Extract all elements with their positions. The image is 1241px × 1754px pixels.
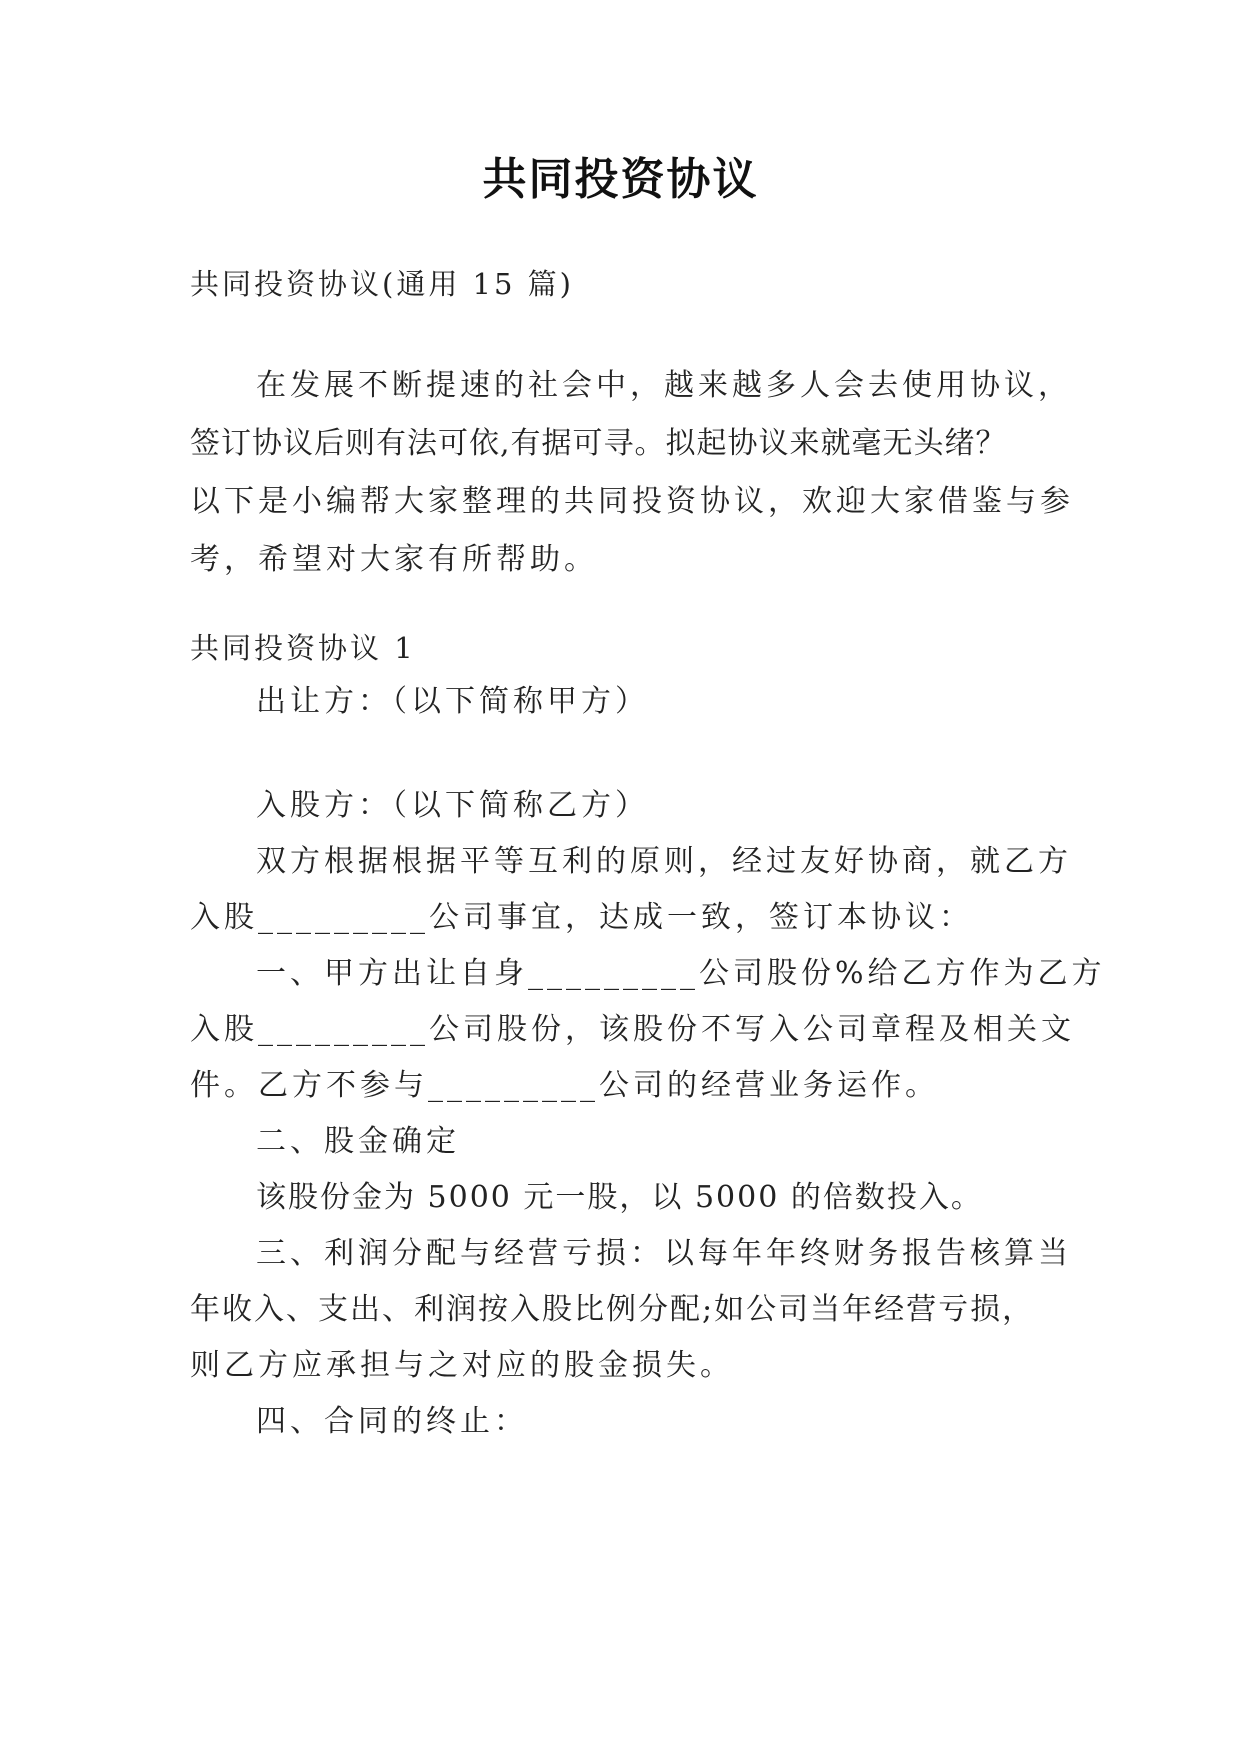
section-heading: 共同投资协议 1 (190, 631, 416, 665)
intro-line-1: 在发展不断提速的社会中，越来越多人会去使用协议， (256, 368, 1072, 403)
intro-line-4: 考，希望对大家有所帮助。 (190, 542, 598, 577)
document-subtitle: 共同投资协议(通用 15 篇) (190, 267, 574, 301)
body-line: 三、利润分配与经营亏损：以每年年终财务报告核算当 (256, 1236, 1072, 1271)
body-line: 双方根据根据平等互利的原则，经过友好协商，就乙方 (256, 844, 1072, 879)
body-line: 年收入、支出、利润按入股比例分配;如公司当年经营亏损， (190, 1292, 1035, 1327)
intro-line-3: 以下是小编帮大家整理的共同投资协议，欢迎大家借鉴与参 (190, 484, 1074, 519)
body-line: 件。乙方不参与_________公司的经营业务运作。 (190, 1068, 939, 1103)
party-b-line: 入股方：（以下简称乙方） (256, 788, 649, 823)
body-line: 入股_________公司股份，该股份不写入公司章程及相关文 (190, 1012, 1075, 1047)
intro-line-2: 签订协议后则有法可依,有据可寻。拟起协议来就毫无头绪？ (190, 426, 1007, 461)
body-line: 二、股金确定 (256, 1124, 460, 1159)
party-a-line: 出让方：（以下简称甲方） (256, 684, 649, 719)
body-line: 一、甲方出让自身_________公司股份%给乙方作为乙方 (256, 956, 1106, 991)
body-line: 该股份金为 5000 元一股，以 5000 的倍数投入。 (256, 1180, 983, 1215)
body-line: 入股_________公司事宜，达成一致，签订本协议： (190, 900, 973, 935)
document-title: 共同投资协议 (482, 154, 759, 205)
body-line: 则乙方应承担与之对应的股金损失。 (190, 1348, 734, 1383)
body-line: 四、合同的终止： (256, 1404, 528, 1439)
